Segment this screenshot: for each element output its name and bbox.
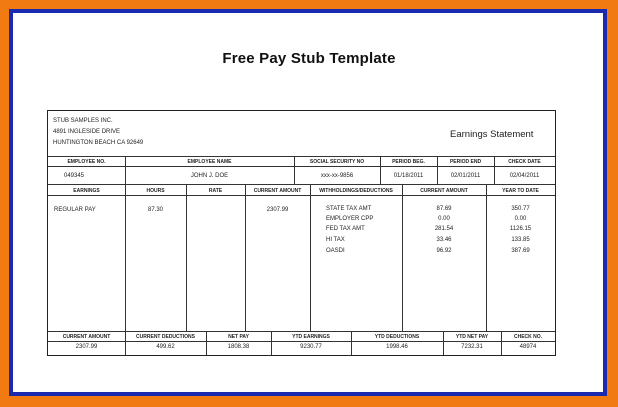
company-address-line2: HUNTINGTON BEACH CA 92649 [53, 140, 144, 146]
header-net-pay: NET PAY [228, 334, 249, 340]
header-ytd-deductions: YTD DEDUCTIONS [374, 334, 420, 340]
employee-name-value: JOHN J. DOE [190, 173, 229, 179]
period-beg-value: 01/18/2011 [393, 173, 424, 179]
header-period-end: PERIOD END [449, 159, 482, 165]
header-rate: RATE [208, 188, 223, 194]
deduction-current: 281.54 [434, 226, 454, 232]
divider [310, 184, 311, 331]
header-employee-name: EMPLOYEE NAME [187, 159, 232, 165]
header-ssn: SOCIAL SECURITY NO [309, 159, 365, 165]
deduction-ytd: 350.77 [511, 206, 530, 212]
deduction-name: FED TAX AMT [326, 226, 365, 232]
ytd-deductions-value: 1998.46 [386, 344, 408, 350]
header-ytd-earnings: YTD EARNINGS [292, 334, 330, 340]
header-hours: HOURS [146, 188, 165, 194]
period-end-value: 02/01/2011 [450, 173, 481, 179]
header-check-date: CHECK DATE [508, 159, 541, 165]
header-earnings: EARNINGS [73, 188, 100, 194]
deduction-name: OASDI [326, 248, 345, 254]
deduction-ytd: 0.00 [514, 216, 527, 222]
ytd-net-pay-value: 7232.31 [461, 344, 483, 350]
page-title: Free Pay Stub Template [222, 50, 396, 67]
ytd-earnings-value: 9230.77 [300, 344, 322, 350]
header-year-to-date: YEAR TO DATE [502, 188, 539, 194]
header-period-beg: PERIOD BEG. [392, 159, 425, 165]
current-amount-value: 2307.99 [266, 207, 289, 213]
pay-stub [47, 110, 556, 356]
net-pay-value: 1808.38 [227, 344, 250, 350]
employee-no-value: 049345 [64, 173, 85, 179]
header-ytd-net-pay: YTD NET PAY [455, 334, 489, 340]
deduction-name: STATE TAX AMT [326, 206, 372, 212]
deduction-ytd: 387.69 [511, 248, 530, 254]
divider [186, 184, 187, 331]
header-current-amount: CURRENT AMOUNT [253, 188, 302, 194]
company-address-line1: 4891 INGLESIDE DRIVE [53, 129, 121, 135]
header-withholdings: WITHHOLDINGS/DEDUCTIONS [319, 188, 393, 194]
deduction-name: EMPLOYER CPP [326, 216, 374, 222]
header-current-deductions: CURRENT DEDUCTIONS [136, 334, 195, 340]
earnings-statement-label: Earnings Statement [450, 129, 534, 140]
current-deductions-value: 499.62 [156, 344, 175, 350]
earning-label: REGULAR PAY [54, 207, 96, 213]
deduction-ytd: 133.85 [511, 237, 530, 243]
deduction-name: HI TAX [326, 237, 345, 243]
check-no-value: 48974 [519, 344, 537, 350]
total-current-amount-value: 2307.99 [75, 344, 98, 350]
header-deduction-current: CURRENT AMOUNT [420, 188, 468, 194]
ssn-value: xxx-xx-9856 [320, 173, 354, 179]
deduction-current: 0.00 [438, 216, 450, 222]
deduction-ytd: 1126.15 [509, 226, 532, 232]
header-employee-no: EMPLOYEE NO. [67, 159, 106, 165]
header-check-no: CHECK NO. [513, 334, 543, 340]
check-date-value: 02/04/2011 [509, 173, 540, 179]
deduction-current: 33.46 [436, 237, 452, 243]
header-total-current-amount: CURRENT AMOUNT [62, 334, 111, 340]
deduction-current: 87.69 [436, 206, 452, 212]
company-name: STUB SAMPLES INC. [53, 118, 113, 124]
deduction-current: 96.92 [436, 248, 452, 254]
hours-value: 87.30 [147, 207, 163, 213]
